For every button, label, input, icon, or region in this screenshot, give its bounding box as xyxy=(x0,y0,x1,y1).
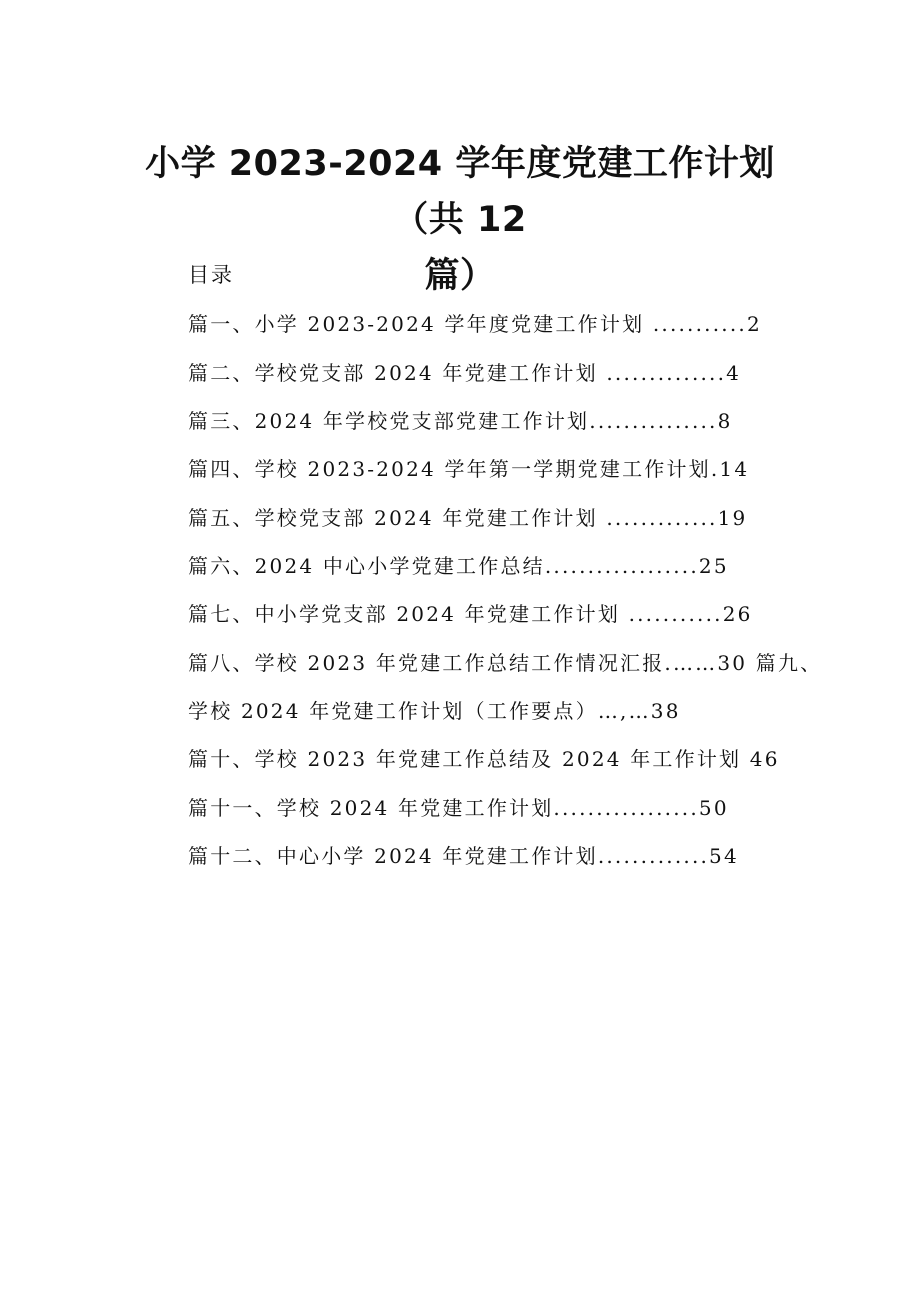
toc-entry-6[interactable]: 篇六、2024 中心小学党建工作总结..................25 xyxy=(188,554,729,578)
toc-entry-9[interactable]: 学校 2024 年党建工作计划（工作要点）…,…38 xyxy=(188,699,681,723)
toc-entry-12[interactable]: 篇十二、中心小学 2024 年党建工作计划.............54 xyxy=(188,844,739,868)
toc-entry-3[interactable]: 篇三、2024 年学校党支部党建工作计划...............8 xyxy=(188,409,733,433)
toc-entry-2[interactable]: 篇二、学校党支部 2024 年党建工作计划 ..............4 xyxy=(188,361,742,385)
toc-entry-5[interactable]: 篇五、学校党支部 2024 年党建工作计划 .............19 xyxy=(188,506,748,530)
toc-entry-4[interactable]: 篇四、学校 2023-2024 学年第一学期党建工作计划.14 xyxy=(188,457,750,481)
toc-entry-7[interactable]: 篇七、中小学党支部 2024 年党建工作计划 ...........26 xyxy=(188,602,753,626)
title-line-1: 小学 2023-2024 学年度党建工作计划（共 12 xyxy=(145,144,775,240)
toc-entry-1[interactable]: 篇一、小学 2023-2024 学年度党建工作计划 ...........2 xyxy=(188,312,762,336)
toc-entry-11[interactable]: 篇十一、学校 2024 年党建工作计划.................50 xyxy=(188,796,729,820)
toc-entry-8[interactable]: 篇八、学校 2023 年党建工作总结工作情况汇报.……30 篇九、 xyxy=(188,651,823,675)
title-line-2: 篇） xyxy=(424,256,496,296)
toc-heading: 目录 xyxy=(188,263,234,287)
toc-entry-10[interactable]: 篇十、学校 2023 年党建工作总结及 2024 年工作计划 46 xyxy=(188,747,780,771)
